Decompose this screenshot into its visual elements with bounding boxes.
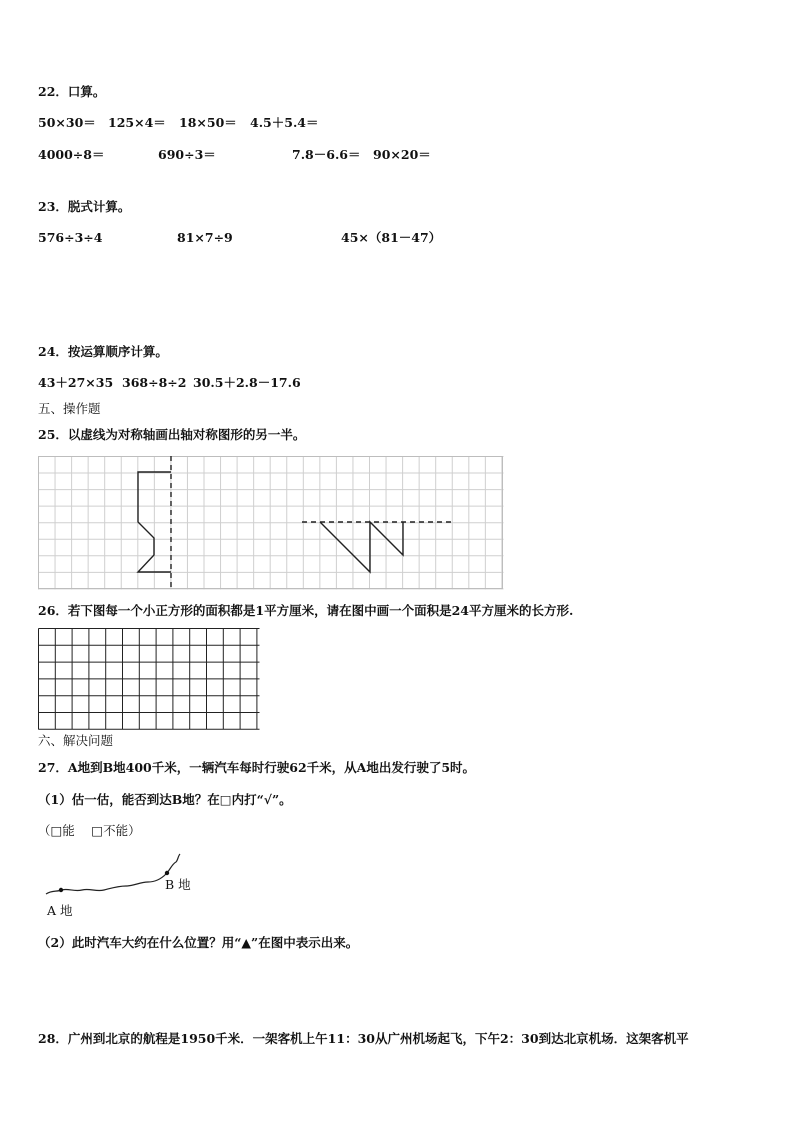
q24-expr: 30.5＋2.8－17.6 (193, 375, 301, 390)
q22-title: 22．口算。 (38, 84, 106, 99)
symmetry-grid (38, 456, 504, 590)
label-a: A 地 (47, 903, 73, 918)
q25-title: 25．以虚线为对称轴画出轴对称图形的另一半。 (38, 427, 306, 442)
road-line (46, 854, 180, 894)
area-grid (38, 628, 260, 730)
label-b: B 地 (165, 877, 191, 892)
q22-expr: 7.8－6.6＝ (292, 147, 361, 162)
q23-expr: 81×7÷9 (177, 230, 233, 245)
half-figure-right (320, 522, 403, 572)
q26-title: 26．若下图每一个小正方形的面积都是1平方厘米，请在图中画一个面积是24平方厘米的长方形. (38, 603, 574, 618)
point-a-icon (59, 888, 63, 892)
section-heading: 五、操作题 (38, 401, 101, 416)
q28-title: 28．广州到北京的航程是1950千米．一架客机上午11：30从广州机场起飞，下午2：30到达北京机场．这架客机平 (38, 1031, 689, 1046)
q22-expr: 4000÷8＝ (38, 147, 105, 162)
q23-expr: 45×（81－47） (341, 230, 442, 245)
point-b-icon (165, 871, 169, 875)
q22-expr: 125×4＝ (108, 115, 166, 130)
q22-expr: 18×50＝ (179, 115, 237, 130)
section-heading: 六、解决问题 (38, 733, 114, 748)
q22-expr: 50×30＝ (38, 115, 96, 130)
q23-expr: 576÷3÷4 (38, 230, 103, 245)
q22-expr: 90×20＝ (373, 147, 431, 162)
q27-sub2: （2）此时汽车大约在什么位置？用“▲”在图中表示出来。 (38, 935, 359, 950)
q22-expr: 690÷3＝ (158, 147, 216, 162)
q27-options: （□能 □不能） (38, 823, 141, 838)
q23-title: 23．脱式计算。 (38, 199, 131, 214)
q24-expr: 368÷8÷2 (122, 375, 187, 390)
q27-title: 27．A地到B地400千米，一辆汽车每时行驶62千米，从A地出发行驶了5时。 (38, 760, 476, 775)
q24-expr: 43＋27×35 (38, 375, 114, 390)
q27-sub1: （1）估一估，能否到达B地？在□内打“√”。 (38, 792, 292, 807)
q24-title: 24．按运算顺序计算。 (38, 344, 168, 359)
q22-expr: 4.5＋5.4＝ (250, 115, 319, 130)
